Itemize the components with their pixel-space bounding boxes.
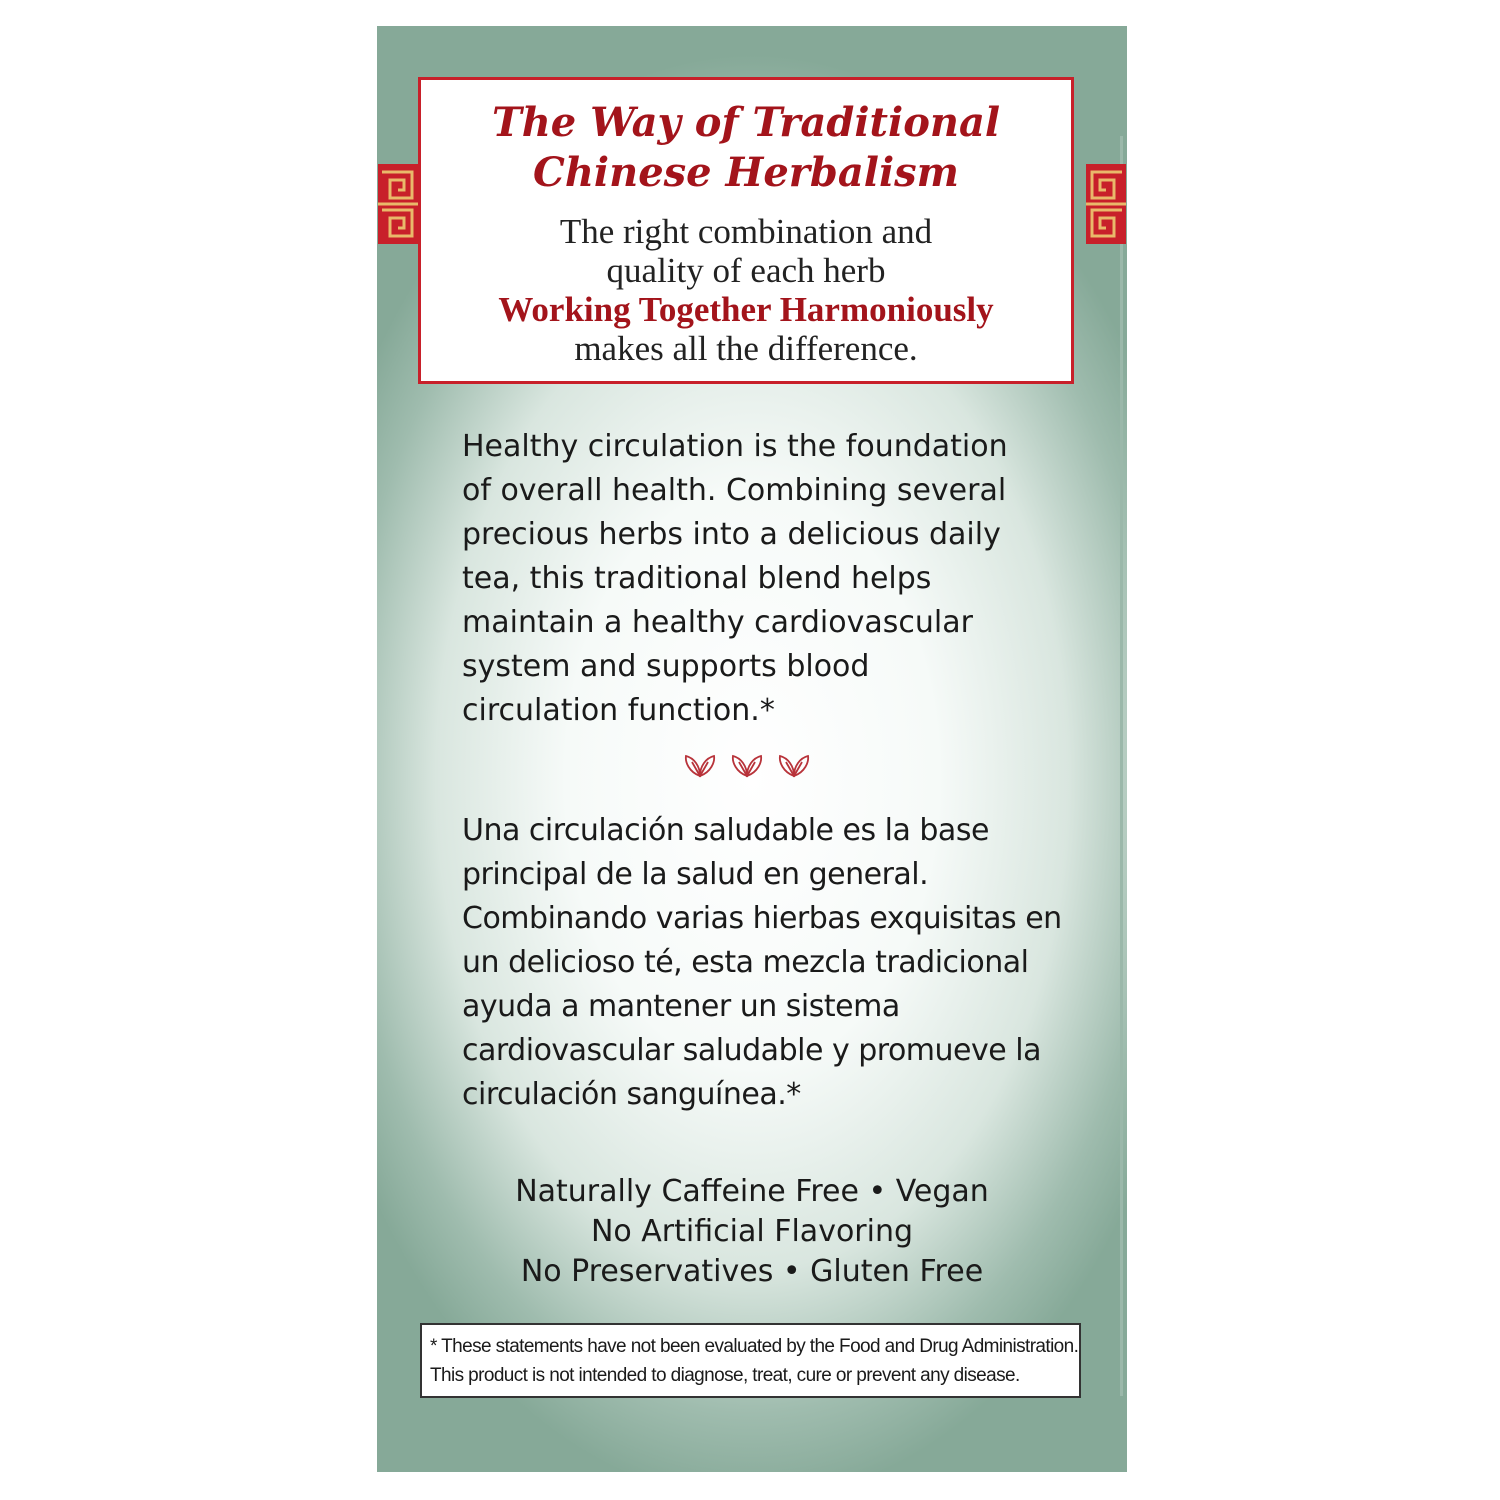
chinese-key-pattern-right	[1086, 164, 1126, 244]
disclaimer-line: * These statements have not been evaluated by the Food and Drug Administration.	[430, 1336, 1079, 1357]
english-line: system and supports blood	[462, 649, 870, 684]
english-description	[462, 425, 1062, 733]
spanish-line: cardiovascular saludable y promueve la	[462, 1033, 1041, 1068]
spanish-line: ayuda a mantener un sistema	[462, 989, 900, 1024]
spanish-description	[462, 809, 1062, 1117]
english-line: precious herbs into a delicious daily	[462, 517, 1001, 552]
header-box	[418, 77, 1074, 384]
english-line: tea, this traditional blend helps	[462, 561, 932, 596]
english-line: circulation function.*	[462, 693, 775, 728]
spanish-line: principal de la salud en general.	[462, 857, 929, 892]
attribute-line: No Artificial Flavoring	[590, 1214, 914, 1249]
fda-disclaimer	[420, 1323, 1081, 1398]
spanish-line: un delicioso té, esta mezcla tradicional	[462, 945, 1029, 980]
attribute-line: Naturally Caffeine Free • Vegan	[515, 1174, 989, 1209]
spanish-line: Combinando varias hierbas exquisitas en	[462, 901, 1062, 936]
tagline-line: The right combination and	[559, 212, 933, 251]
product-attributes	[377, 1172, 1127, 1292]
attribute-line: No Preservatives • Gluten Free	[520, 1254, 984, 1289]
disclaimer-line: This product is not intended to diagnose, treat, cure or prevent any disease.	[430, 1365, 1020, 1386]
three-leaves-icon	[683, 752, 813, 780]
chinese-key-pattern-left	[378, 164, 418, 244]
tagline-highlight: Working Together Harmoniously	[498, 290, 994, 329]
english-line: maintain a healthy cardiovascular	[462, 605, 973, 640]
page-title: The Way of Traditional Chinese Herbalism	[491, 99, 1001, 196]
tagline-end: makes all the difference.	[574, 329, 918, 368]
spanish-line: Una circulación saludable es la base	[462, 813, 989, 848]
english-line: of overall health. Combining several	[462, 473, 1007, 508]
spanish-line: circulación sanguínea.*	[462, 1077, 801, 1112]
english-line: Healthy circulation is the foundation	[462, 429, 1008, 464]
tagline-line: quality of each herb	[606, 251, 886, 290]
tagline	[421, 212, 1071, 368]
